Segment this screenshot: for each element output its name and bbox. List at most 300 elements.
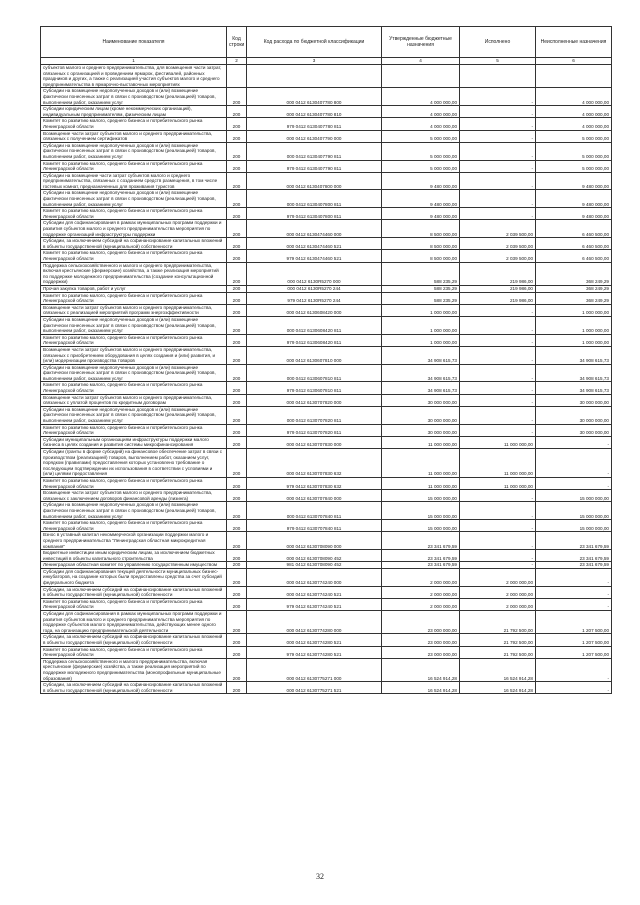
row-executed: 21 792 500,00 — [460, 646, 536, 658]
row-executed: - — [460, 424, 536, 436]
row-unexecuted: 6 460 500,00 — [536, 220, 612, 238]
row-approved: 5 000 000,00 — [382, 160, 460, 172]
row-line-code: 200 — [227, 550, 247, 562]
row-executed: - — [460, 172, 536, 190]
row-line-code: 200 — [227, 382, 247, 394]
row-approved: 2 000 000,00 — [382, 568, 460, 586]
row-budget-code: 979 0412 6130R5270 244 — [247, 292, 382, 304]
row-approved: 2 000 000,00 — [382, 586, 460, 598]
row-executed: - — [460, 490, 536, 502]
table-row — [41, 190, 612, 208]
row-name: Комитет по развитию малого, среднего бизнеса и потребительского рынка Ленинградской области — [41, 646, 227, 658]
row-line-code: 200 — [227, 334, 247, 346]
row-name: Комитет по развитию малого, среднего бизнеса и потребительского рынка Ленинградской области — [41, 477, 227, 489]
row-line-code: 200 — [227, 532, 247, 550]
row-unexecuted: 34 908 615,73 — [536, 346, 612, 364]
row-unexecuted: 23 341 679,59 — [536, 550, 612, 562]
row-name: Субсидии, за исключением субсидий на софинансирование капитальных вложений в объекты государственной (муниципальной) собственности — [41, 586, 227, 598]
row-unexecuted: 9 480 000,00 — [536, 208, 612, 220]
row-unexecuted: - — [536, 586, 612, 598]
table-row — [41, 220, 612, 238]
header-name: Наименование показателя — [41, 27, 227, 58]
row-line-code: 200 — [227, 304, 247, 316]
row-unexecuted: 368 249,29 — [536, 285, 612, 292]
row-name: Субсидии на возмещение недополученных доходов и (или) возмещение фактически понесенных затрат в связи с производством (реализацией) товаров, выполнением работ, оказанием услуг — [41, 502, 227, 520]
table-row — [41, 477, 612, 489]
row-name: Субсидии, за исключением субсидий на софинансирование капитальных вложений в объекты государственной (муниципальной) собственности — [41, 682, 227, 694]
row-line-code: 200 — [227, 190, 247, 208]
row-approved: 34 908 615,73 — [382, 346, 460, 364]
row-unexecuted: 4 000 000,00 — [536, 88, 612, 106]
row-executed: 219 986,00 — [460, 292, 536, 304]
row-unexecuted: - — [536, 449, 612, 478]
row-budget-code: 979 0412 6130707840 811 — [247, 520, 382, 532]
row-name: Комитет по развитию малого, среднего бизнеса и потребительского рынка Ленинградской области — [41, 334, 227, 346]
row-executed: 11 000 000,00 — [460, 436, 536, 448]
row-approved: 588 235,29 — [382, 262, 460, 285]
row-approved: 4 000 000,00 — [382, 118, 460, 130]
table-row — [41, 292, 612, 304]
table-row — [41, 334, 612, 346]
row-line-code: 200 — [227, 364, 247, 382]
row-unexecuted: 30 000 000,00 — [536, 394, 612, 406]
row-budget-code: 000 0412 6130R5270 000 — [247, 262, 382, 285]
row-approved: 23 000 000,00 — [382, 646, 460, 658]
row-unexecuted: 1 000 000,00 — [536, 304, 612, 316]
row-executed: - — [460, 562, 536, 569]
row-budget-code: 000 0412 6130774240 000 — [247, 568, 382, 586]
row-unexecuted: 6 460 500,00 — [536, 238, 612, 250]
row-approved: 15 000 000,00 — [382, 502, 460, 520]
row-name: Взнос в уставный капитал некоммерческой организации поддержки малого и среднего предпринимательства "Ленинградская областная микрокредитная компания" — [41, 532, 227, 550]
row-name: Прочая закупка товаров, работ и услуг — [41, 285, 227, 292]
row-unexecuted: - — [536, 477, 612, 489]
header-line-code: Код строки — [227, 27, 247, 58]
row-approved: 30 000 000,00 — [382, 406, 460, 424]
row-name: Субсидии на возмещение недополученных доходов и (или) возмещение фактически понесенных затрат в связи с производством (реализацией) товаров, выполнением работ, оказанием услуг — [41, 190, 227, 208]
row-approved: 5 000 000,00 — [382, 130, 460, 142]
row-unexecuted: 6 460 500,00 — [536, 250, 612, 262]
row-budget-code: 979 0412 6130607810 811 — [247, 382, 382, 394]
row-approved: 4 000 000,00 — [382, 106, 460, 118]
row-unexecuted: 23 341 679,59 — [536, 562, 612, 569]
row-approved: 30 000 000,00 — [382, 424, 460, 436]
row-budget-code: 000 0412 6130774280 000 — [247, 611, 382, 634]
row-budget-code: 981 0412 6130708090 452 — [247, 562, 382, 569]
row-budget-code: 000 0412 6130407780 810 — [247, 106, 382, 118]
row-line-code: 200 — [227, 490, 247, 502]
row-executed: - — [460, 502, 536, 520]
row-line-code: 200 — [227, 106, 247, 118]
header-budget-code: Код расхода по бюджетной классификации — [247, 27, 382, 58]
row-executed: 2 039 500,00 — [460, 250, 536, 262]
column-index: 4 — [382, 58, 460, 65]
row-executed: - — [460, 394, 536, 406]
row-name: Комитет по развитию малого, среднего бизнеса и потребительского рынка Ленинградской области — [41, 208, 227, 220]
row-executed: - — [460, 532, 536, 550]
row-line-code: 200 — [227, 520, 247, 532]
row-approved: 9 480 000,00 — [382, 208, 460, 220]
row-executed: - — [460, 520, 536, 532]
row-budget-code: 000 0412 6130R5270 244 — [247, 285, 382, 292]
row-budget-code: 000 0412 6130707840 811 — [247, 502, 382, 520]
header-approved: Утвержденные бюджетные назначения — [382, 27, 460, 58]
table-row — [41, 646, 612, 658]
table-row — [41, 130, 612, 142]
row-budget-code: 000 0412 6130775271 000 — [247, 658, 382, 681]
row-budget-code: 000 0412 6130707830 000 — [247, 436, 382, 448]
row-approved: 15 000 000,00 — [382, 490, 460, 502]
row-approved: 34 908 615,73 — [382, 382, 460, 394]
row-budget-code: 979 0412 6130707820 811 — [247, 424, 382, 436]
row-line-code: 200 — [227, 406, 247, 424]
row-executed: - — [460, 130, 536, 142]
row-line-code: 200 — [227, 238, 247, 250]
row-executed: 21 792 500,00 — [460, 634, 536, 646]
row-name: Субсидии для софинансирования текущей деятельности муниципальных бизнес-инкубаторов, на создание которых были предоставлены средства за счет субсидий федерального бюджета — [41, 568, 227, 586]
table-row — [41, 394, 612, 406]
row-line-code — [227, 65, 247, 88]
row-unexecuted: 4 000 000,00 — [536, 118, 612, 130]
table-row — [41, 106, 612, 118]
row-budget-code: 979 0412 6130774240 521 — [247, 598, 382, 610]
table-row — [41, 550, 612, 562]
table-row — [41, 304, 612, 316]
row-unexecuted: 9 480 000,00 — [536, 172, 612, 190]
table-row — [41, 406, 612, 424]
row-line-code: 200 — [227, 250, 247, 262]
row-name: Возмещение части затрат субъектов малого и среднего предпринимательства, связанных с реализацией мероприятий программ энергоэффективности — [41, 304, 227, 316]
row-unexecuted: 15 000 000,00 — [536, 490, 612, 502]
row-budget-code: 979 0412 6130608420 811 — [247, 334, 382, 346]
row-executed: 2 000 000,00 — [460, 568, 536, 586]
row-executed: - — [460, 88, 536, 106]
report-sheet — [40, 26, 611, 694]
row-approved: 1 000 000,00 — [382, 316, 460, 334]
table-row — [41, 262, 612, 285]
row-line-code: 200 — [227, 562, 247, 569]
row-line-code: 200 — [227, 220, 247, 238]
row-name: Субсидии для софинансирования в рамках муниципальных программ поддержки и развития субъектов малого и среднего предпринимательства мероприятия по поддержке субъектов малого предпринимательства, действующих менее одного года, на организацию предпринимательской деятельности — [41, 611, 227, 634]
row-executed: - — [460, 316, 536, 334]
row-unexecuted: 368 249,29 — [536, 292, 612, 304]
row-approved: 11 000 000,00 — [382, 449, 460, 478]
row-name: Ленинградская областная комитет по управлению государственным имуществом — [41, 562, 227, 569]
row-executed: 2 000 000,00 — [460, 586, 536, 598]
row-approved: 5 000 000,00 — [382, 142, 460, 160]
table-row — [41, 598, 612, 610]
row-budget-code: 979 0412 6130474460 521 — [247, 250, 382, 262]
row-executed: - — [460, 382, 536, 394]
row-executed: 2 039 500,00 — [460, 238, 536, 250]
row-unexecuted: 368 249,29 — [536, 262, 612, 285]
table-row — [41, 238, 612, 250]
row-unexecuted: 5 000 000,00 — [536, 130, 612, 142]
row-line-code: 200 — [227, 142, 247, 160]
row-unexecuted: 15 000 000,00 — [536, 502, 612, 520]
row-approved: 2 000 000,00 — [382, 598, 460, 610]
row-budget-code: 000 0412 6130407780 800 — [247, 88, 382, 106]
row-unexecuted: 1 207 500,00 — [536, 634, 612, 646]
row-executed: - — [460, 334, 536, 346]
row-line-code: 200 — [227, 88, 247, 106]
row-executed: - — [460, 346, 536, 364]
row-budget-code: 000 0412 6130407790 811 — [247, 142, 382, 160]
row-budget-code: 000 0412 6130707840 000 — [247, 490, 382, 502]
row-budget-code: 979 0412 6130707830 632 — [247, 477, 382, 489]
row-budget-code: 000 0412 6130474460 000 — [247, 220, 382, 238]
header-unexecuted: Неисполненные назначения — [536, 27, 612, 58]
row-name: Возмещение части затрат субъектов малого и среднего предпринимательства, связанных с заключением договоров финансовой аренды (лизинга) — [41, 490, 227, 502]
row-name: Субсидии на возмещение части затрат субъектов малого и среднего предпринимательства, связанных с созданием средств размещения, в том числе гостевых комнат, предназначенных для проживания туристов — [41, 172, 227, 190]
row-approved: 8 500 000,00 — [382, 238, 460, 250]
row-unexecuted: - — [536, 436, 612, 448]
row-name: Возмещение части затрат субъектов малого и среднего предпринимательства, связанных с уплатой процентов по кредитным договорам — [41, 394, 227, 406]
header-executed: Исполнено — [460, 27, 536, 58]
column-index-row — [41, 58, 612, 65]
row-approved — [382, 65, 460, 88]
row-name: Комитет по развитию малого, среднего бизнеса и потребительского рынка Ленинградской области — [41, 382, 227, 394]
table-row — [41, 586, 612, 598]
row-name: Комитет по развитию малого, среднего бизнеса и потребительского рынка Ленинградской области — [41, 118, 227, 130]
row-budget-code: 000 0412 6130407800 000 — [247, 172, 382, 190]
column-index: 3 — [247, 58, 382, 65]
row-line-code: 200 — [227, 285, 247, 292]
table-row — [41, 520, 612, 532]
row-approved: 9 480 000,00 — [382, 172, 460, 190]
row-unexecuted: 4 000 000,00 — [536, 106, 612, 118]
row-name: Субсидии для софинансирования в рамках муниципальных программ поддержки и развития субъектов малого и среднего предпринимательства мероприятия по поддержке организаций инфраструктуры поддержки — [41, 220, 227, 238]
row-budget-code: 000 0412 6130707830 632 — [247, 449, 382, 478]
row-executed: - — [460, 160, 536, 172]
table-row — [41, 364, 612, 382]
row-executed: - — [460, 118, 536, 130]
row-line-code: 200 — [227, 394, 247, 406]
row-budget-code: 000 0412 6130608420 811 — [247, 316, 382, 334]
row-line-code: 200 — [227, 160, 247, 172]
row-approved: 16 524 914,28 — [382, 658, 460, 681]
row-line-code: 200 — [227, 611, 247, 634]
table-row — [41, 490, 612, 502]
table-body — [41, 65, 612, 694]
row-executed: 11 000 000,00 — [460, 477, 536, 489]
row-unexecuted: - — [536, 598, 612, 610]
row-line-code: 200 — [227, 682, 247, 694]
table-row — [41, 634, 612, 646]
row-executed — [460, 65, 536, 88]
row-line-code: 200 — [227, 586, 247, 598]
budget-execution-table — [40, 26, 612, 694]
table-row — [41, 562, 612, 569]
row-budget-code: 000 0412 6130707820 000 — [247, 394, 382, 406]
row-name: Комитет по развитию малого, среднего бизнеса и потребительского рынка Ленинградской области — [41, 520, 227, 532]
row-budget-code: 000 0412 6130407800 811 — [247, 190, 382, 208]
row-executed: 16 524 914,28 — [460, 682, 536, 694]
row-approved: 30 000 000,00 — [382, 394, 460, 406]
row-line-code: 200 — [227, 130, 247, 142]
row-line-code: 200 — [227, 118, 247, 130]
table-row — [41, 346, 612, 364]
row-unexecuted: 34 908 615,73 — [536, 364, 612, 382]
table-row — [41, 118, 612, 130]
row-executed: - — [460, 364, 536, 382]
row-unexecuted: 1 000 000,00 — [536, 334, 612, 346]
column-index: 2 — [227, 58, 247, 65]
row-budget-code: 000 0412 6130708090 000 — [247, 532, 382, 550]
row-executed: 219 986,00 — [460, 285, 536, 292]
row-unexecuted: 23 341 679,59 — [536, 532, 612, 550]
row-name: Поддержка сельскохозяйственного и малого и среднего предпринимательства, включая крестьянские (фермерские) хозяйства, а также реализация мероприятий по поддержке молодежного предпринимательства (создание консультационной поддержки) — [41, 262, 227, 285]
row-executed: - — [460, 304, 536, 316]
row-executed: 16 524 914,28 — [460, 658, 536, 681]
row-name: Субсидии юридическим лицам (кроме некоммерческих организаций), индивидуальным предпринимателям, физическим лицам — [41, 106, 227, 118]
row-unexecuted: 1 207 500,00 — [536, 611, 612, 634]
table-row — [41, 160, 612, 172]
row-budget-code: 000 0412 6130608420 000 — [247, 304, 382, 316]
row-executed: - — [460, 142, 536, 160]
table-row — [41, 658, 612, 681]
row-name: Субсидии на возмещение недополученных доходов и (или) возмещение фактически понесенных затрат в связи с производством (реализацией) товаров, выполнением работ, оказанием услуг — [41, 364, 227, 382]
row-approved: 23 000 000,00 — [382, 634, 460, 646]
row-executed: 2 039 500,00 — [460, 220, 536, 238]
column-index: 6 — [536, 58, 612, 65]
row-name: Субсидии, за исключением субсидий на софинансирование капитальных вложений в объекты государственной (муниципальной) собственности — [41, 634, 227, 646]
row-line-code: 200 — [227, 568, 247, 586]
row-approved: 4 000 000,00 — [382, 88, 460, 106]
table-row — [41, 502, 612, 520]
row-executed: - — [460, 208, 536, 220]
row-line-code: 200 — [227, 172, 247, 190]
table-row — [41, 172, 612, 190]
row-unexecuted: - — [536, 568, 612, 586]
table-row — [41, 568, 612, 586]
table-row — [41, 382, 612, 394]
row-line-code: 200 — [227, 502, 247, 520]
row-approved: 588 235,29 — [382, 292, 460, 304]
table-row — [41, 316, 612, 334]
row-executed: - — [460, 106, 536, 118]
row-unexecuted: 34 908 615,73 — [536, 382, 612, 394]
table-row — [41, 142, 612, 160]
row-name: Комитет по развитию малого, среднего бизнеса и потребительского рынка Ленинградской области — [41, 598, 227, 610]
row-budget-code — [247, 65, 382, 88]
row-unexecuted: 30 000 000,00 — [536, 424, 612, 436]
row-unexecuted: 1 207 500,00 — [536, 646, 612, 658]
row-name: Субсидии на возмещение недополученных доходов и (или) возмещение фактически понесенных затрат в связи с производством (реализацией) товаров, выполнением работ, оказанием услуг — [41, 142, 227, 160]
row-budget-code: 979 0412 6130407780 811 — [247, 118, 382, 130]
row-approved: 588 235,29 — [382, 285, 460, 292]
row-name: Субсидии, за исключением субсидий на софинансирование капитальных вложений в объекты государственной (муниципальной) собственности — [41, 238, 227, 250]
table-row — [41, 532, 612, 550]
row-executed: 2 000 000,00 — [460, 598, 536, 610]
row-name: Возмещение части затрат субъектов малого и среднего предпринимательства, связанных с получением сертификатов — [41, 130, 227, 142]
row-unexecuted: - — [536, 682, 612, 694]
row-line-code: 200 — [227, 436, 247, 448]
row-budget-code: 000 0412 6130775271 521 — [247, 682, 382, 694]
row-name: Субсидии на возмещение недополученных доходов и (или) возмещение фактически понесенных затрат в связи с производством (реализацией) товаров, выполнением работ, оказанием услуг — [41, 406, 227, 424]
row-line-code: 200 — [227, 316, 247, 334]
row-approved: 11 000 000,00 — [382, 477, 460, 489]
row-approved: 1 000 000,00 — [382, 304, 460, 316]
row-line-code: 200 — [227, 208, 247, 220]
row-line-code: 200 — [227, 646, 247, 658]
row-budget-code: 979 0412 6130407800 811 — [247, 208, 382, 220]
row-approved: 1 000 000,00 — [382, 334, 460, 346]
row-line-code: 200 — [227, 658, 247, 681]
row-name: Бюджетные инвестиции иным юридическим лицам, за исключением бюджетных инвестиций в объекты капитального строительства — [41, 550, 227, 562]
row-unexecuted: 5 000 000,00 — [536, 160, 612, 172]
row-executed: 219 986,00 — [460, 262, 536, 285]
row-name: Субсидии на возмещение недополученных доходов и (или) возмещение фактически понесенных затрат в связи с производством (реализацией) товаров, выполнением работ, оказанием услуг — [41, 316, 227, 334]
row-name: Возмещение части затрат субъектов малого и среднего предпринимательства, связанных с приобретением оборудования в целях создания и (или) развития, и (или) модернизации производства товаров — [41, 346, 227, 364]
row-name: Комитет по развитию малого, среднего бизнеса и потребительского рынка Ленинградской области — [41, 292, 227, 304]
row-approved: 34 908 615,73 — [382, 364, 460, 382]
row-unexecuted — [536, 65, 612, 88]
row-line-code: 200 — [227, 477, 247, 489]
row-budget-code: 000 0412 6130607810 811 — [247, 364, 382, 382]
row-line-code: 200 — [227, 346, 247, 364]
row-approved: 23 341 679,59 — [382, 550, 460, 562]
row-line-code: 200 — [227, 634, 247, 646]
row-name: Субсидии (гранты в форме субсидий) на финансовое обеспечение затрат в связи с производством (реализацией) товаров, выполнением работ, оказанием услуг, порядком (правилами) предоставления которых установлено требование о последующем подтверждении их использования в соответствии с условиями и (или) целями предоставления — [41, 449, 227, 478]
table-row — [41, 65, 612, 88]
row-budget-code: 000 0412 6130707820 811 — [247, 406, 382, 424]
row-unexecuted: 30 000 000,00 — [536, 406, 612, 424]
table-row — [41, 611, 612, 634]
row-line-code: 200 — [227, 598, 247, 610]
row-name: Поддержка сельскохозяйственного и малого предпринимательства, включая крестьянские (фермерские) хозяйства, а также реализация мероприятий по поддержке молодежного предпринимательства (монопрофильные муниципальные образования) — [41, 658, 227, 681]
table-row — [41, 449, 612, 478]
table-row — [41, 285, 612, 292]
table-header-row — [41, 27, 612, 58]
row-approved: 23 341 679,59 — [382, 562, 460, 569]
row-name: Комитет по развитию малого, среднего бизнеса и потребительского рынка Ленинградской области — [41, 250, 227, 262]
row-approved: 8 500 000,00 — [382, 250, 460, 262]
page-number: 32 — [316, 872, 324, 881]
row-unexecuted: - — [536, 658, 612, 681]
table-row — [41, 208, 612, 220]
column-index: 1 — [41, 58, 227, 65]
row-unexecuted: 1 000 000,00 — [536, 316, 612, 334]
row-executed: - — [460, 190, 536, 208]
table-row — [41, 682, 612, 694]
row-line-code: 200 — [227, 262, 247, 285]
row-name: Комитет по развитию малого, среднего бизнеса и потребительского рынка Ленинградской области — [41, 160, 227, 172]
row-budget-code: 000 0412 6130407790 000 — [247, 130, 382, 142]
row-name: Субсидии муниципальным организациям инфраструктуры поддержки малого бизнеса в целях создания и развития системы микрофинансирования — [41, 436, 227, 448]
column-index: 5 — [460, 58, 536, 65]
row-unexecuted: 5 000 000,00 — [536, 142, 612, 160]
row-executed: 21 792 500,00 — [460, 611, 536, 634]
row-line-code: 200 — [227, 449, 247, 478]
row-budget-code: 979 0412 6130774280 521 — [247, 646, 382, 658]
table-row — [41, 250, 612, 262]
row-budget-code: 000 0412 6130774240 521 — [247, 586, 382, 598]
row-line-code: 200 — [227, 292, 247, 304]
row-name: Комитет по развитию малого, среднего бизнеса и потребительского рынка Ленинградской области — [41, 424, 227, 436]
row-budget-code: 000 0412 6130774280 521 — [247, 634, 382, 646]
row-budget-code: 000 0412 6130607810 000 — [247, 346, 382, 364]
row-name: Субсидии на возмещение недополученных доходов и (или) возмещение фактически понесенных затрат в связи с производством (реализацией) товаров, выполнением работ, оказанием услуг — [41, 88, 227, 106]
row-budget-code: 000 0412 6130708090 452 — [247, 550, 382, 562]
row-name: субъектов малого и среднего предпринимательства, для возмещения части затрат, связанных с организацией и проведением ярмарок, фестивалей, районных праздников и других, а также с реализацией участия субъектов малого и среднего предпринимательства в ярмарочно-выставочных мероприятиях — [41, 65, 227, 88]
table-row — [41, 436, 612, 448]
row-approved: 23 341 679,59 — [382, 532, 460, 550]
row-budget-code: 000 0412 6130474460 521 — [247, 238, 382, 250]
row-unexecuted: 9 480 000,00 — [536, 190, 612, 208]
row-unexecuted: 15 000 000,00 — [536, 520, 612, 532]
row-approved: 11 000 000,00 — [382, 436, 460, 448]
